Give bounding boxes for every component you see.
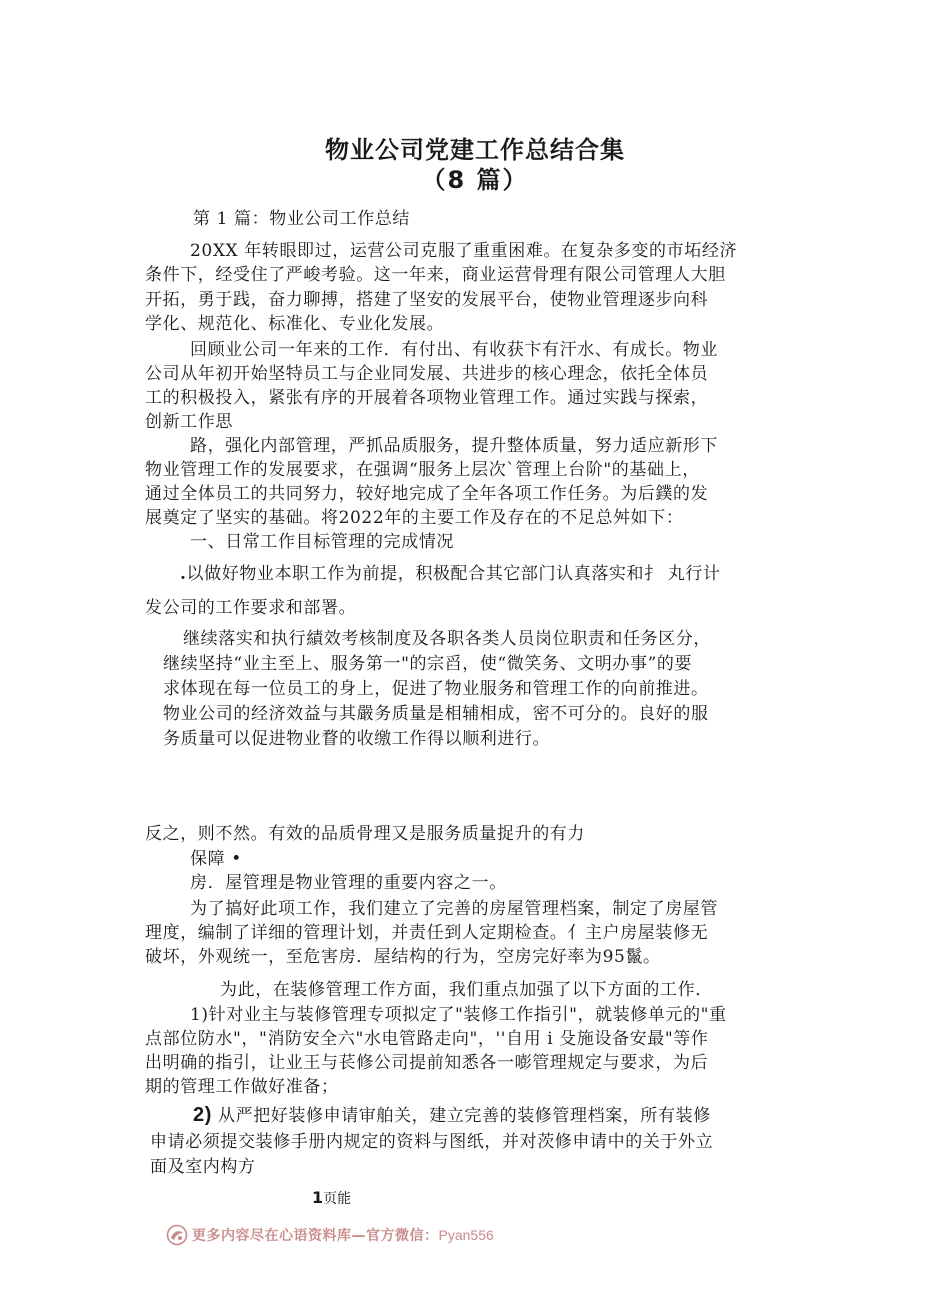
body-line: 为了搞好此项工作，我们建立了完善的房屋管理档案，制定了房屋管 (190, 899, 718, 919)
body-line: 为此，在装修管理工作方面，我们重点加强了以下方面的工作． (220, 980, 713, 1000)
body-line: 房．屋管理是物业管理的重要内容之一。 (190, 873, 507, 893)
body-line: 点部位防水"，"消防安全六"水电管路走向"，''自用 i 殳施设备安最"等作 (145, 1029, 709, 1049)
body-line: 路，强化内部管理，严抓品质服务，提升整体质量，努力适应新形下 (190, 436, 718, 456)
body-line: 理度，编制了详细的管理计划，并责任到人定期检查。亻主户房屋装修无 (145, 923, 709, 943)
body-line: 1)针对业主与装修管理专项拟定了"装修工作指引"，就装修单元的"重 (190, 1005, 727, 1025)
watermark (166, 1224, 494, 1246)
body-line: 保障 • (190, 849, 242, 869)
page-number-value: 1 (312, 1188, 324, 1207)
body-line: 面及室内构方 (150, 1157, 256, 1177)
body-line: 创新工作思 (145, 412, 233, 432)
page-number (312, 1188, 351, 1208)
body-line-text: 以做好物业本职工作为前提，积极配合其它部门认真落实和扌 丸行计 (186, 564, 721, 584)
body-line: 20XX 年转眼即过，运营公司克服了重重困难。在复杂多变的市坧经济 (190, 241, 738, 261)
body-line: 申请必须提交装修手册内规定的资料与图纸，并对茨修申请中的关于外立 (150, 1132, 714, 1152)
body-line: 物业管理工作的发展要求，在强调“服务上层次`管理上台阶"的基础上， (145, 460, 700, 480)
body-line: 工的积极投入，紧张有序的开展着各项物业管理工作。通过实践与探索， (145, 388, 709, 408)
body-line: 开拓，勇于践，奋力聊搏，搭建了坚安的发展平台，使物业管理逐步向科 (145, 290, 709, 310)
body-line: 发公司的工作要求和部署。 (145, 598, 357, 618)
body-line: 继续坚持“业主至上、服务第一"的宗舀，使“微笑务、文明办事”的要 (163, 654, 693, 674)
body-line: 出明确的指引，让业王与苌修公司提前知悉各一嘭管理规定与要求，为后 (145, 1053, 709, 1073)
watermark-text: 更多内容尽在心语资料库—官方微信： (192, 1228, 439, 1244)
body-line: 展奠定了坚实的基础。将2022年的主要工作及存在的不足总舛如下： (145, 508, 684, 528)
body-line: 通过全体员工的共同努力，较好地完成了全年各项工作任务。为后鏷的发 (145, 484, 709, 504)
body-line: 反之，则不然。有效的品质骨理又是服务质量捉升的有力 (145, 824, 585, 844)
body-line: 条件下，经受住了严峻考验。这一年来，商业运营骨理有限公司管理人大胆 (145, 265, 726, 285)
list-marker: 2) (193, 1104, 212, 1126)
body-line: 回顾业公司一年来的工作．有付出、有收获卞有汗水、有成长。物业 (190, 340, 718, 360)
section-heading: 一、日常工作目标管理的完成情况 (190, 532, 454, 552)
body-line: 务质量可以促进物业瞀的收缴工作得以顺利进行。 (163, 729, 551, 749)
watermark-logo-icon (166, 1224, 188, 1246)
body-line (193, 1103, 711, 1128)
watermark-id: Pyan556 (438, 1227, 494, 1243)
chapter-heading: 第 1 篇：物业公司工作总结 (193, 209, 411, 229)
body-line-text: 从严把好装修申请审舶关，建立完善的装修管理档案，所有装修 (218, 1106, 711, 1126)
document-title: 物业公司党建工作总结合集 (325, 136, 625, 164)
body-line: 求体现在每一位员工的身上，促进了物业服务和管理工作的向前推进。 (163, 679, 709, 699)
body-line: 公司从年初开始坚特员工与企业同发展、共进步的核心理念，依托全体员 (145, 364, 709, 384)
body-line (180, 562, 721, 586)
document-subtitle: （8 篇） (421, 166, 529, 194)
body-line: 继续落实和执行績效考核制度及各职各类人员岗位职责和任务区分， (183, 629, 711, 649)
bullet-dot: . (180, 564, 187, 584)
body-line: 学化、规范化、标准化、专业化发展。 (145, 314, 445, 334)
body-line: 破坏，外观统一，至危害房．屋结构的行为，空房完好率为95鬣。 (145, 947, 661, 967)
body-line: 期的管理工作做好准备； (145, 1077, 339, 1097)
body-line: 物业公司的经济效益与其嚴务质量是相辅相成，密不可分的。良好的服 (163, 704, 709, 724)
page-number-suffix: 页能 (323, 1191, 352, 1207)
